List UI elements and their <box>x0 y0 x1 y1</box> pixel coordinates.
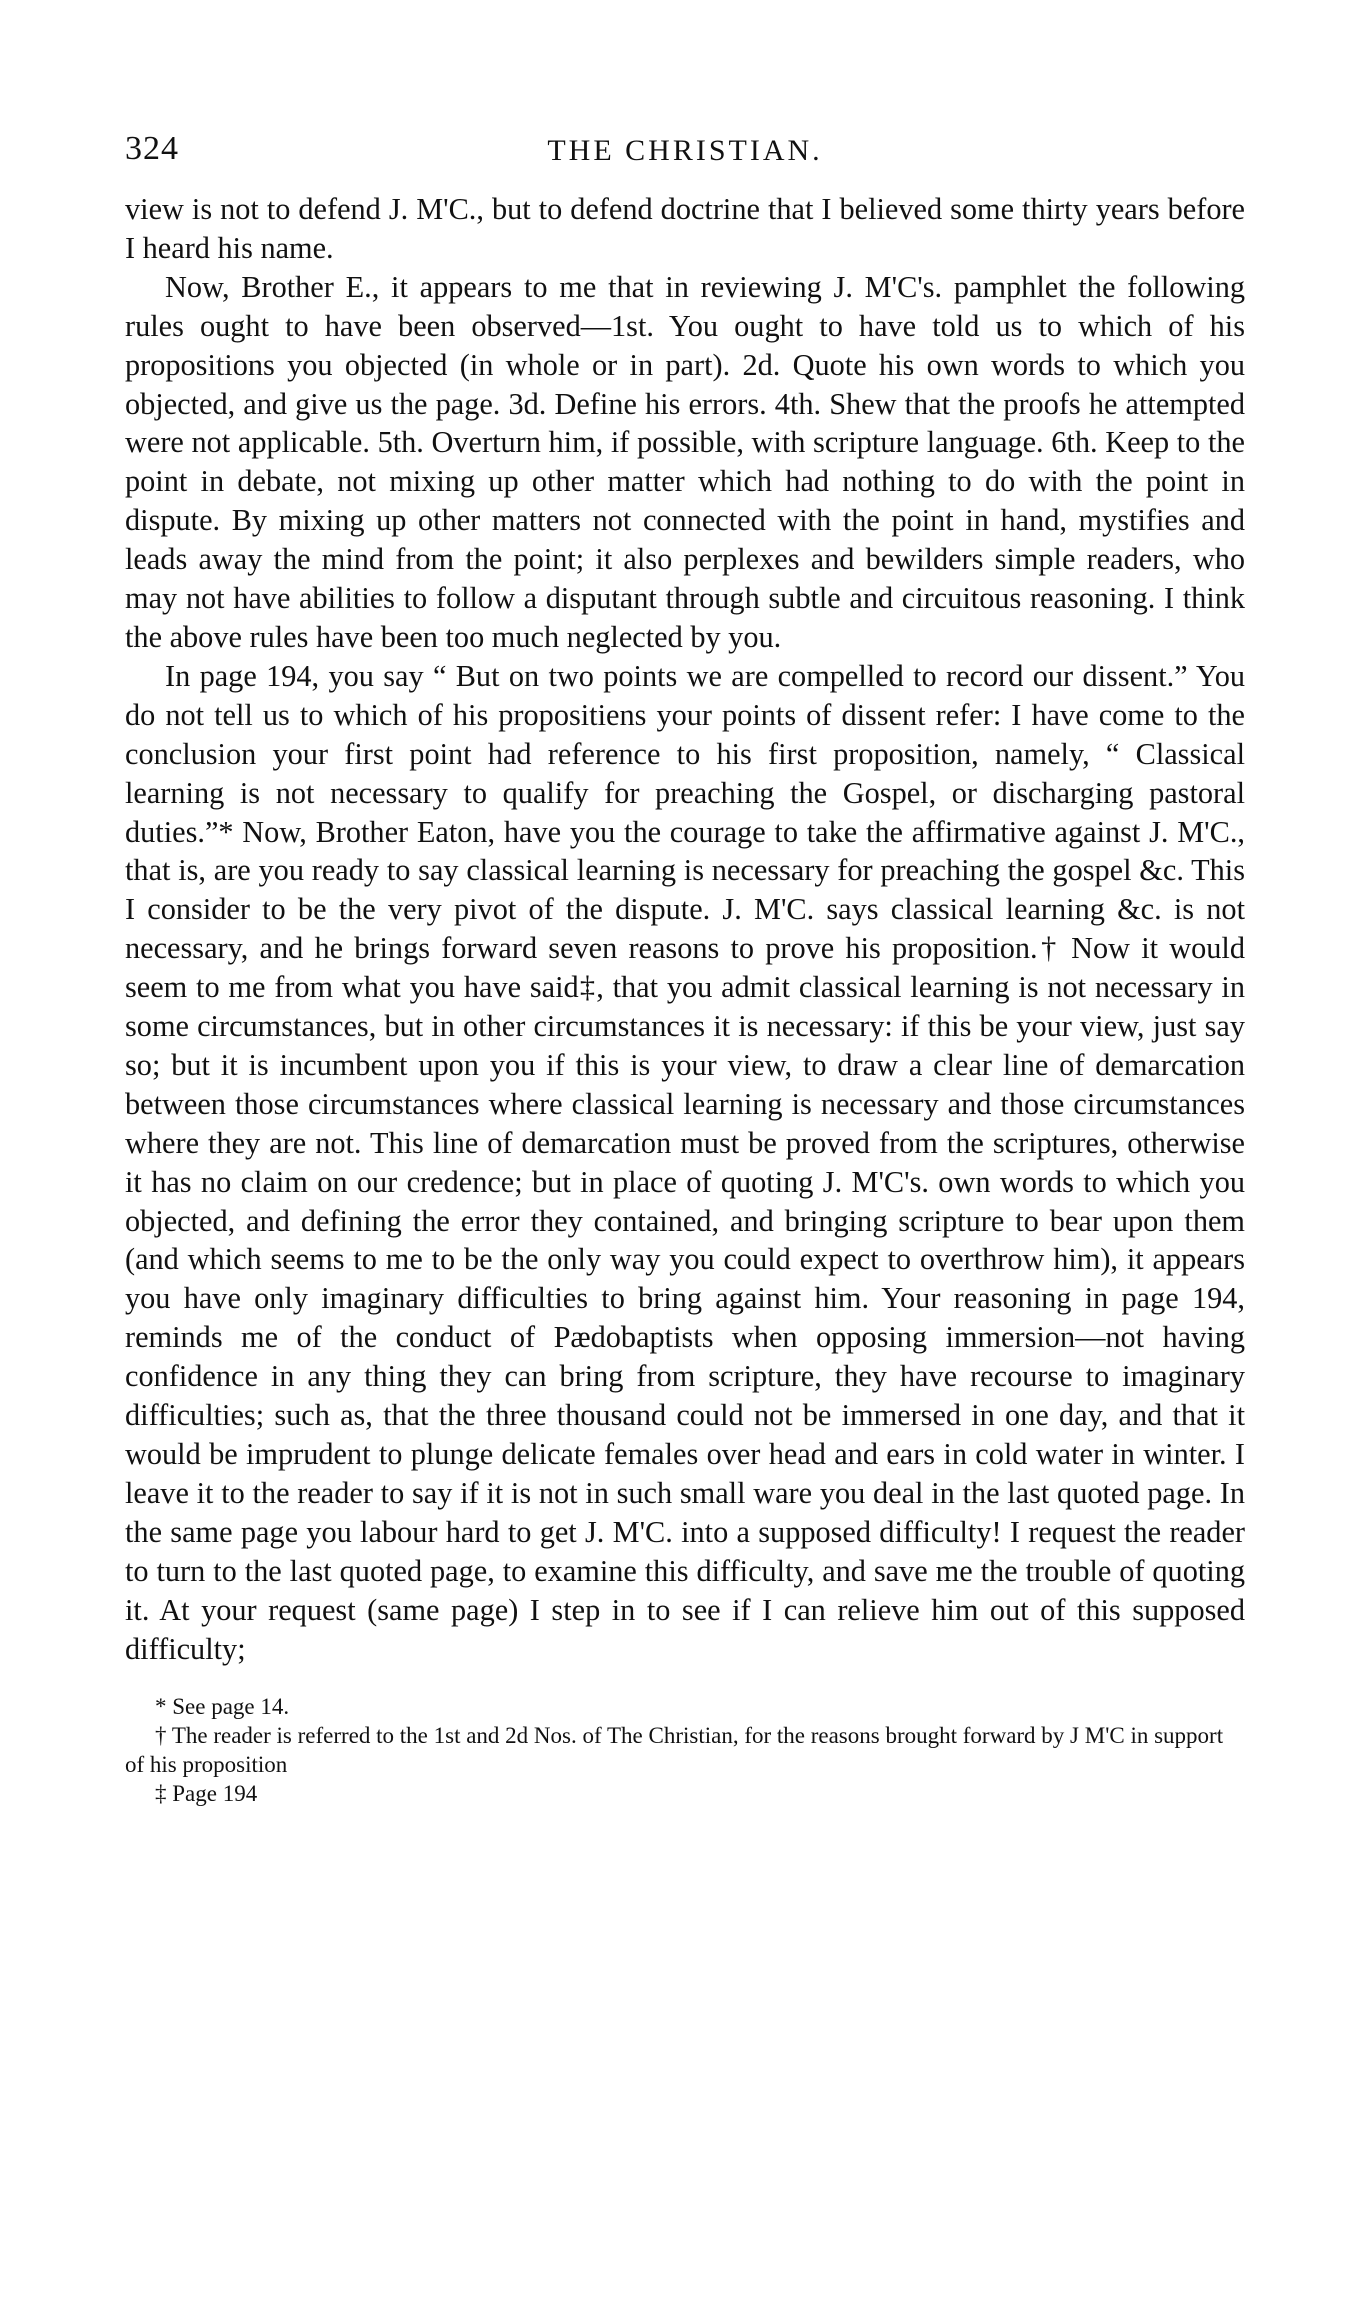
running-title: THE CHRISTIAN. <box>547 134 823 167</box>
paragraph-dissent: In page 194, you say “ But on two points we are compelled to record our dissent.” You do not tell us to which of his propositiens your points of dissent refer: I have come to the conclusion your first point had reference to his first proposition, namely, “ Classical learning is not necessary to qualify for preaching the Gospel, or discharging pastoral duties.”* Now, Brother Eaton, have you the courage to take the affirmative against J. M'C., that is, are you ready to say classical learning is necessary for preaching the gospel &c. This I consider to be the very pivot of the dispute. J. M'C. says classical learning &c. is not necessary, and he brings forward seven reasons to prove his proposition.† Now it would seem to me from what you have said‡, that you admit classical learning is not necessary in some circumstances, but in other circumstances it is necessary: if this be your view, just say so; but it is incumbent upon you if this is your view, to draw a clear line of demarcation between those circumstances where classical learning is necessary and those circumstances where they are not. This line of demarcation must be proved from the scriptures, otherwise it has no claim on our credence; but in place of quoting J. M'C's. own words to which you objected, and defining the error they contained, and bringing scripture to bear upon them (and which seems to me to be the only way you could expect to overthrow him), it appears you have only imaginary difficulties to bring against him. Your reasoning in page 194, reminds me of the conduct of Pædobaptists when opposing immersion—not having confidence in any thing they can bring from scripture, they have recourse to imaginary difficulties; such as, that the three thousand could not be immersed in one day, and that it would be imprudent to plunge delicate females over head and ears in cold water in winter. I leave it to the reader to say if it is not in such small ware you deal in the last quoted page. In the same page you labour hard to get J. M'C. into a supposed difficulty! I request the reader to turn to the last quoted page, to examine this difficulty, and save me the trouble of quoting it. At your request (same page) I step in to see if I can relieve him out of this supposed difficulty; <box>125 658 1245 1666</box>
book-page <box>125 130 1245 1808</box>
paragraph-continuation: view is not to defend J. M'C., but to defend doctrine that I believed some thirty years before I heard his name. <box>125 192 1245 265</box>
footnotes <box>125 1692 1245 1808</box>
footnote-2: † The reader is referred to the 1st and 2d Nos. of The Christian, for the reasons brought forward by J M'C in support of his proposition <box>125 1723 1224 1778</box>
page-header <box>125 130 1245 182</box>
body-text <box>125 190 1245 1668</box>
paragraph-rules: Now, Brother E., it appears to me that in reviewing J. M'C's. pamphlet the following rules ought to have been observed—1st. You ought to have told us to which of his propositions you objected (in whole or in part). 2d. Quote his own words to which you objected, and give us the page. 3d. Define his errors. 4th. Shew that the proofs he attempted were not applicable. 5th. Overturn him, if possible, with scripture language. 6th. Keep to the point in debate, not mixing up other matter which had nothing to do with the point in dispute. By mixing up other matters not connected with the point in hand, mystifies and leads away the mind from the point; it also perplexes and bewilders simple readers, who may not have abilities to follow a disputant through subtle and circuitous reasoning. I think the above rules have been too much neglected by you. <box>125 269 1245 654</box>
footnote-1: * See page 14. <box>155 1694 290 1720</box>
footnote-3: ‡ Page 194 <box>155 1781 258 1807</box>
page-number: 324 <box>125 130 179 167</box>
